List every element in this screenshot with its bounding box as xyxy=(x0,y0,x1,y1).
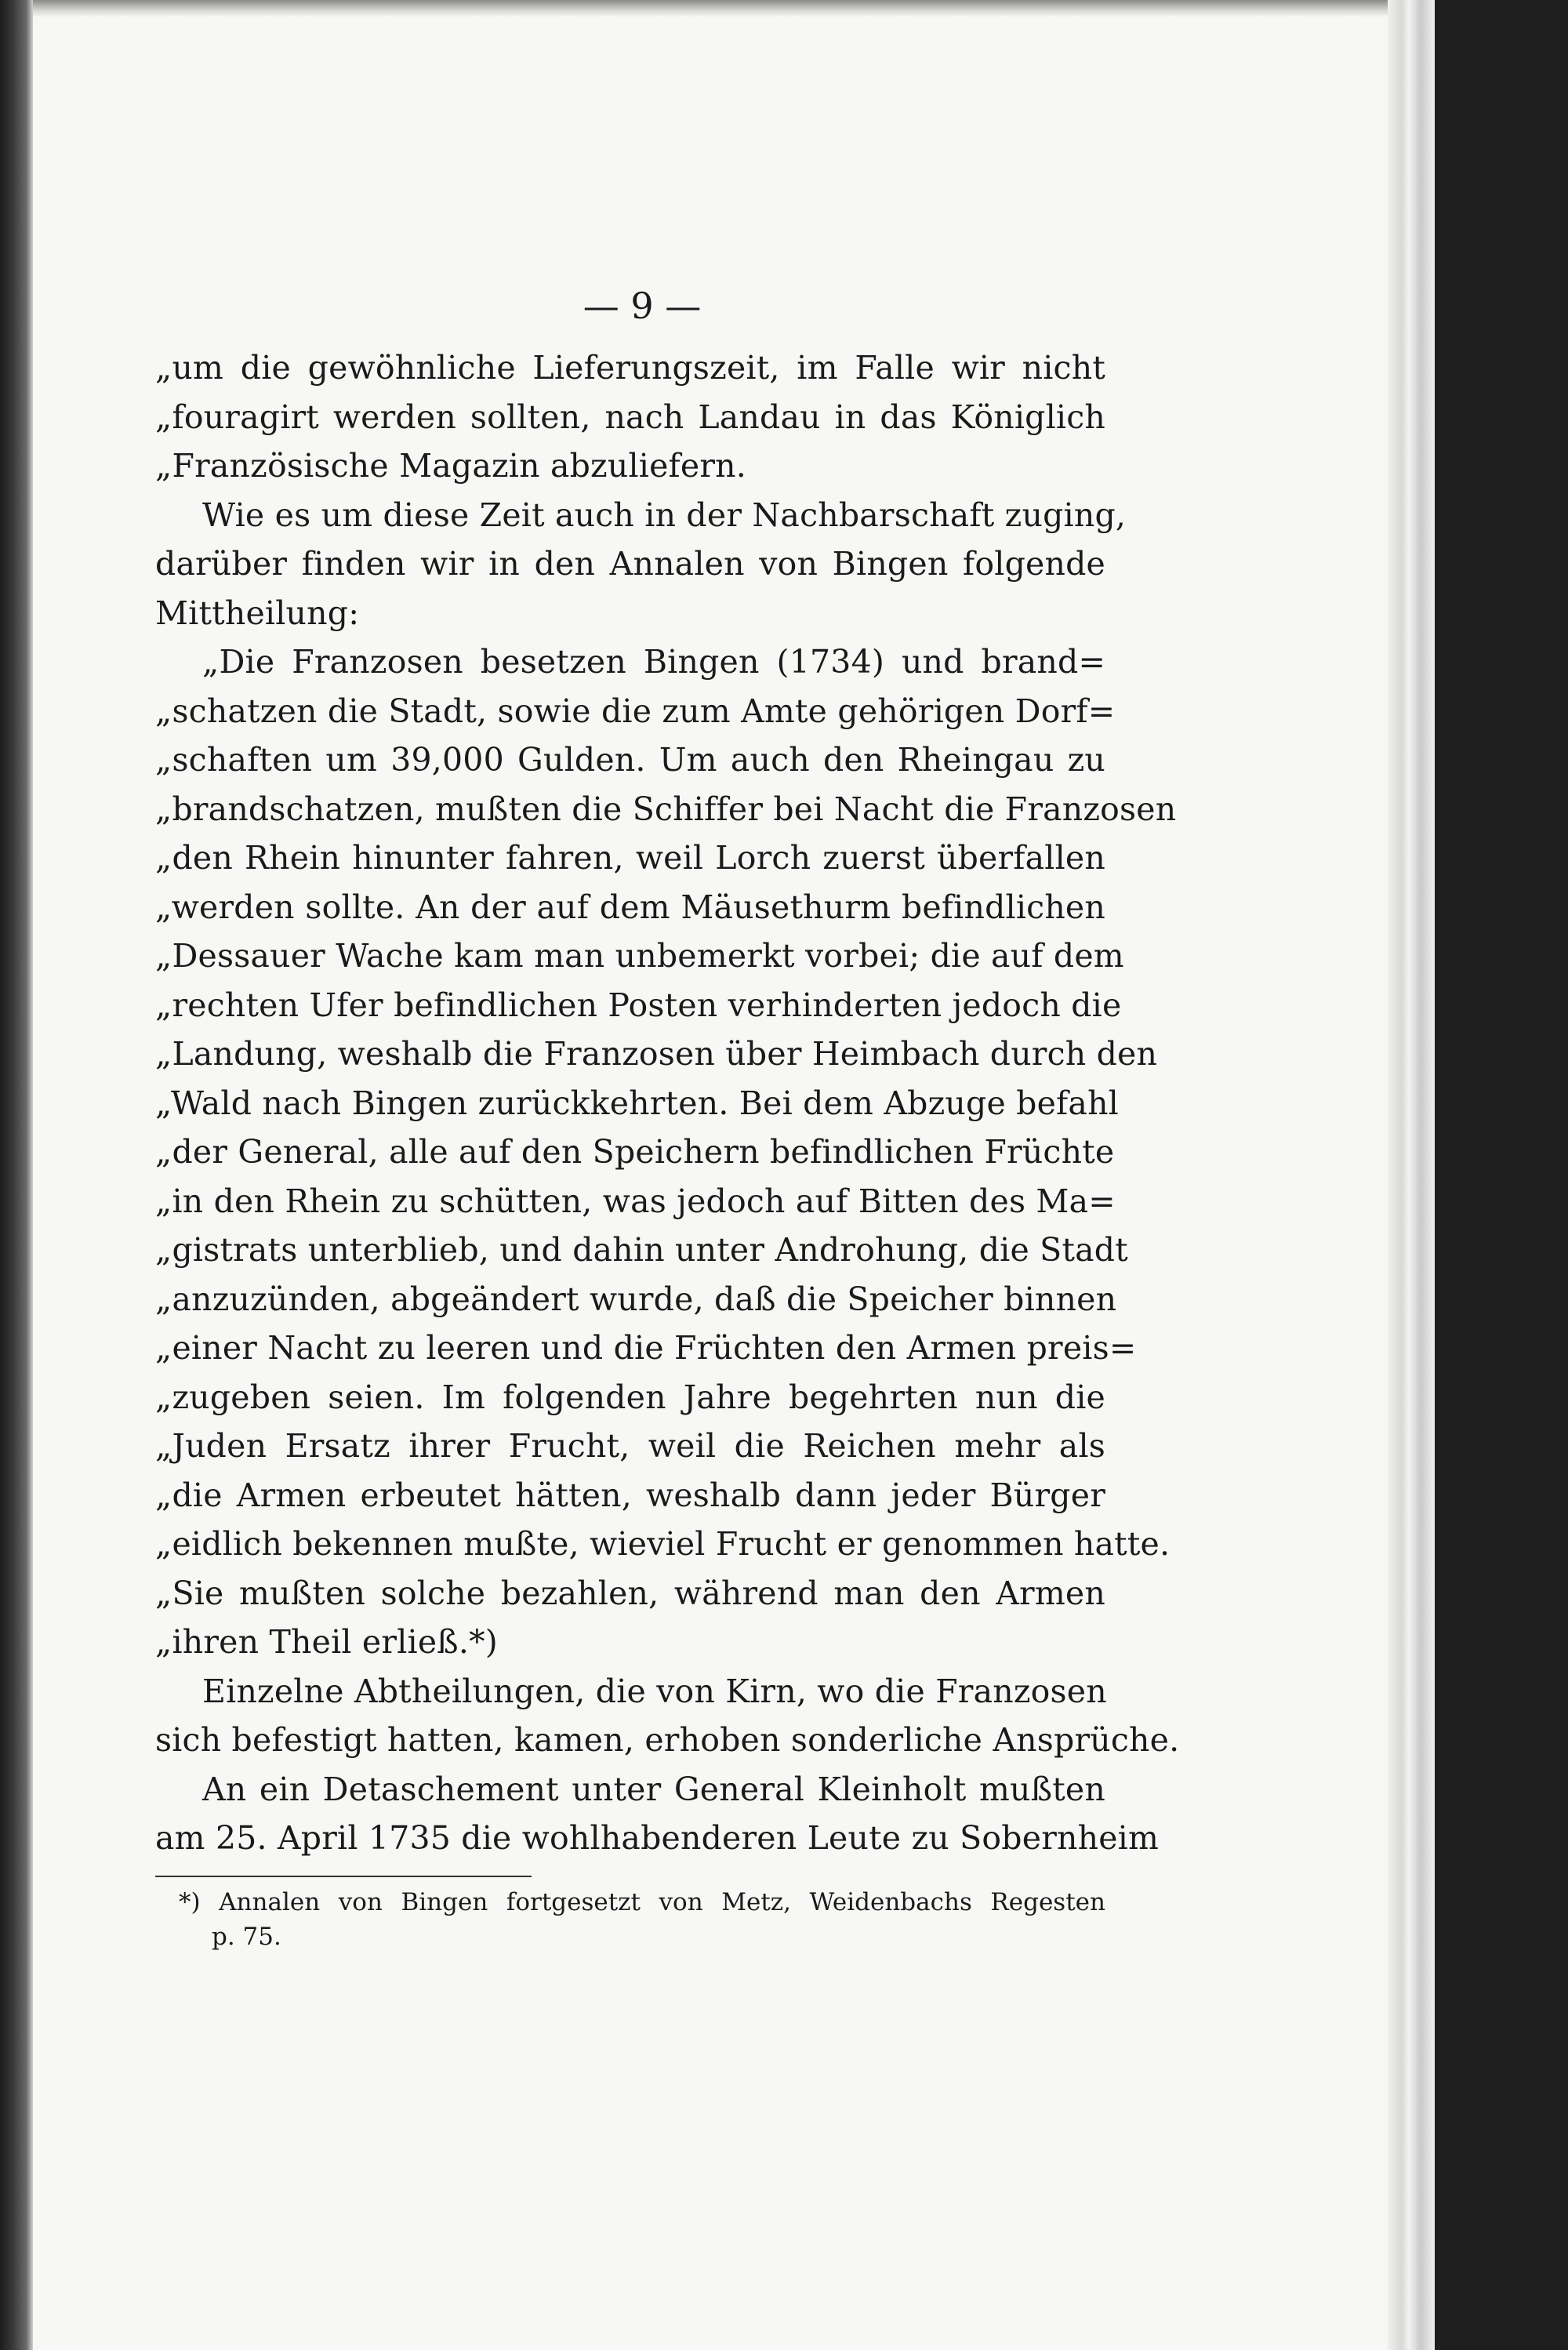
text-line: „gistrats unterblieb, und dahin unter Androhung, die Stadt xyxy=(155,1231,1128,1269)
text-line: „um die gewöhnliche Lieferungszeit, im Falle wir nicht xyxy=(155,349,1105,387)
footnote-line: p. 75. xyxy=(212,1922,281,1951)
text-line: „Die Franzosen besetzen Bingen (1734) und brand= xyxy=(202,643,1105,681)
page-top-edge xyxy=(33,0,1435,17)
page-number: — 9 — xyxy=(583,285,702,327)
text-line: „werden sollte. An der auf dem Mäusethurm befindlichen xyxy=(155,888,1105,926)
scan-background xyxy=(1435,0,1568,2350)
text-line: „die Armen erbeutet hätten, weshalb dann jeder Bürger xyxy=(155,1476,1105,1514)
text-line: „anzuzünden, abgeändert wurde, daß die Speicher binnen xyxy=(155,1280,1117,1318)
text-line: „den Rhein hinunter fahren, weil Lorch zuerst überfallen xyxy=(155,839,1105,877)
text-line: „zugeben seien. Im folgenden Jahre begehrten nun die xyxy=(155,1378,1105,1416)
text-line: „schaften um 39,000 Gulden. Um auch den Rheingau zu xyxy=(155,741,1105,779)
book-binding xyxy=(0,0,33,2350)
footnote-rule xyxy=(155,1876,532,1885)
text-line: am 25. April 1735 die wohlhabenderen Leute zu Sobernheim xyxy=(155,1819,1160,1857)
text-block xyxy=(155,282,1180,1954)
footnote-line: *) Annalen von Bingen fortgesetzt von Metz, Weidenbachs Regesten xyxy=(179,1887,1105,1916)
text-line: „Landung, weshalb die Franzosen über Heimbach durch den xyxy=(155,1035,1158,1073)
page-edges xyxy=(1388,0,1435,2350)
text-line: „Dessauer Wache kam man unbemerkt vorbei; die auf dem xyxy=(155,937,1124,975)
text-line: „schatzen die Stadt, sowie die zum Amte gehörigen Dorf= xyxy=(155,692,1116,730)
text-line: An ein Detaschement unter General Kleinholt mußten xyxy=(202,1770,1105,1808)
text-line: „Sie mußten solche bezahlen, während man den Armen xyxy=(155,1574,1105,1612)
text-line: „einer Nacht zu leeren und die Früchten den Armen preis= xyxy=(155,1329,1137,1367)
text-line: „Wald nach Bingen zurückkehrten. Bei dem Abzuge befahl xyxy=(155,1084,1119,1122)
text-line: „Juden Ersatz ihrer Frucht, weil die Reichen mehr als xyxy=(155,1427,1105,1465)
text-line: Wie es um diese Zeit auch in der Nachbarschaft zuging, xyxy=(202,496,1127,534)
text-line: „fouragirt werden sollten, nach Landau in das Königlich xyxy=(155,398,1105,436)
text-line: „brandschatzen, mußten die Schiffer bei Nacht die Franzosen xyxy=(155,790,1177,828)
text-line: „eidlich bekennen mußte, wieviel Frucht er genommen hatte. xyxy=(155,1525,1171,1563)
text-line: „Französische Magazin abzuliefern. xyxy=(155,447,747,485)
text-line: „in den Rhein zu schütten, was jedoch auf Bitten des Ma= xyxy=(155,1182,1116,1220)
text-line: „der General, alle auf den Speichern befindlichen Früchte xyxy=(155,1133,1115,1171)
text-line: „ihren Theil erließ.*) xyxy=(155,1623,499,1661)
text-line: „rechten Ufer befindlichen Posten verhinderten jedoch die xyxy=(155,986,1122,1024)
text-line: sich befestigt hatten, kamen, erhoben sonderliche Ansprüche. xyxy=(155,1721,1180,1759)
text-line: darüber finden wir in den Annalen von Bingen folgende xyxy=(155,545,1105,583)
text-line: Mittheilung: xyxy=(155,594,360,632)
text-line: Einzelne Abtheilungen, die von Kirn, wo die Franzosen xyxy=(202,1672,1107,1710)
